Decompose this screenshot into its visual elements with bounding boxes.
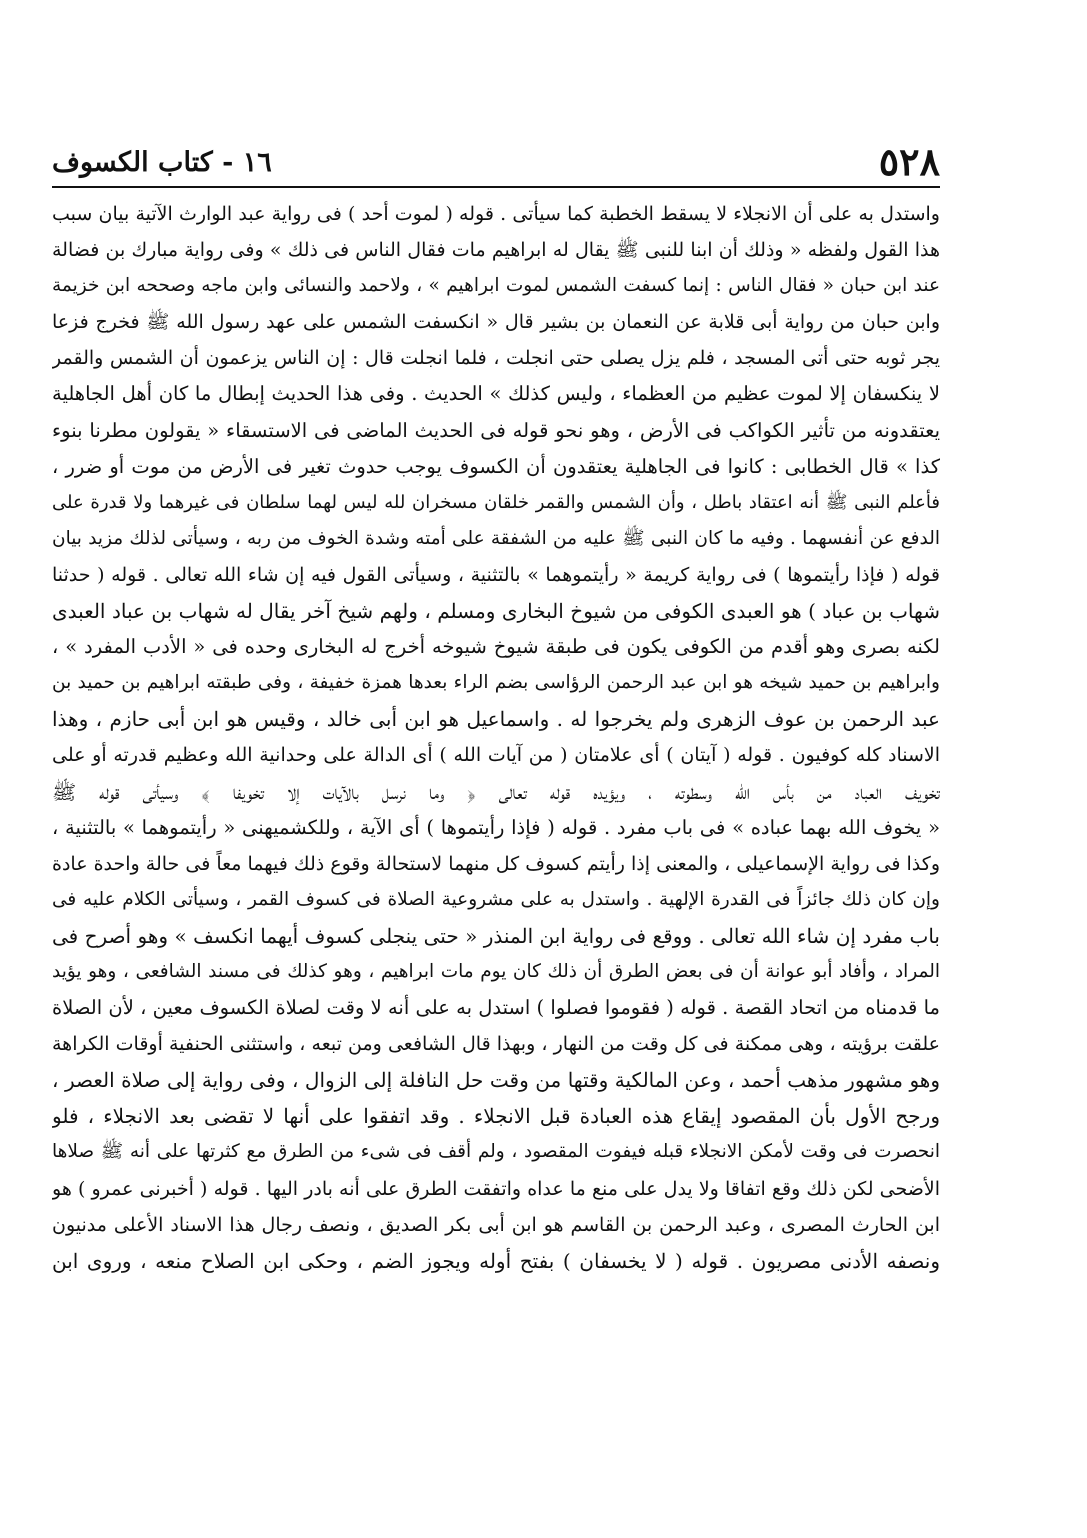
text-line: كذا » قال الخطابى : كانوا فى الجاهلية يعتقدون أن الكسوف يوجب حدوث تغير فى الأرض من موت أو ضرر ، [52, 454, 940, 478]
text-line: يعتقدونه من تأثير الكواكب فى الأرض ، وهو نحو قوله فى الحديث الماضى فى الاستسقاء « يقولون مطرنا بنوء [52, 418, 940, 442]
text-line: ورجح الأول بأن المقصود إيقاع هذه العبادة قبل الانجلاء . وقد اتفقوا على أنها لا تقضى بعد الانجلاء ، فلو [52, 1104, 940, 1129]
text-line: وإن كان ذلك جائزاً فى القدرة الإلهية . واستدل به على مشروعية الصلاة فى كسوف القمر ، وسيأتى الكلام عليه فى [52, 888, 940, 910]
text-line: المراد ، وأفاد أبو عوانة أن فى بعض الطرق أن ذلك كان يوم مات ابراهيم ، وهو كذلك فى مسند الشافعى ، وهو يؤيد [52, 960, 940, 982]
text-line: انحصرت فى وقت لأمكن الانجلاء قبله فيفوت المقصود ، ولم أقف فى شىء من الطرق مع كثرتها على أنه ﷺ صلاها [52, 1141, 940, 1163]
text-line: ونصفه الأدنى مصريون . قوله ( لا يخسفان ) بفتح أوله ويجوز الضم ، وحكى ابن الصلاح منعه ، وروى ابن [52, 1248, 940, 1273]
text-line: عند ابن حبان « فقال الناس : إنما كسفت الشمس لموت ابراهيم » ، ولاحمد والنسائى وابن ماجه وصححه ابن خزيمة [52, 275, 940, 297]
text-line: ما قدمناه من اتحاد القصة . قوله ( فقوموا فصلوا ) استدل به على أنه لا وقت لصلاة الكسوف معين ، لأن الصلاة [52, 996, 940, 1020]
text-line: واستدل به على أن الانجلاء لا يسقط الخطبة كما سيأتى . قوله ( لموت أحد ) فى رواية عبد الوارث الآتية بيان سبب [52, 203, 940, 225]
chapter-title: ١٦ - كتاب الكسوف [52, 147, 272, 178]
text-line: « يخوف الله بهما عباده » فى باب مفرد . قوله ( فإذا رأيتموها ) أى الآية ، وللكشميهنى « رأيتموهما » بالتثنية ، [52, 815, 940, 839]
text-line: الدفع عن أنفسهما . وفيه ما كان النبى ﷺ عليه من الشفقة على أمته وشدة الخوف من ربه ، وسيأتى لذلك مزيد بيان [52, 527, 940, 549]
text-line: علقت برؤيته ، وهى ممكنة فى كل وقت من النهار ، وبهذا قال الشافعى ومن تبعه ، واستثنى الحنفية أوقات الكراهة [52, 1033, 940, 1056]
text-line: عبد الرحمن بن عوف الزهرى ولم يخرجوا له . واسماعيل هو ابن أبى خالد ، وقيس هو ابن أبى حازم ، وهذا [52, 707, 940, 732]
page-number: ٥٢٨ [878, 139, 940, 184]
text-line: هذا القول ولفظه « وذلك أن ابنا للنبى ﷺ يقال له ابراهيم مات فقال الناس فى ذلك » وفى رواية مبارك بن فضالة [52, 239, 940, 262]
text-line: وابراهيم بن حميد شيخه هو ابن عبد الرحمن الرؤاسى بضم الراء بعدها همزة خفيفة ، وفى طبقته ابراهيم بن حميد بن [52, 672, 940, 694]
text-line: شهاب بن عباد ) هو العبدى الكوفى من شيوخ البخارى ومسلم ، ولهم شيخ آخر يقال له شهاب بن عباد العبدى [52, 599, 940, 624]
text-line: الأضحى لكن ذلك وقع اتفاقا ولا يدل على منع ما عداه واتفقت الطرق على أنه بادر اليها . قوله ( أخبرنى عمرو ) هو [52, 1177, 940, 1200]
text-line: فأعلم النبى ﷺ أنه اعتقاد باطل ، وأن الشمس والقمر خلقان مسخران لله ليس لهما سلطان فى غيرهما ولا قدرة على [52, 491, 940, 513]
body-text [52, 196, 940, 1279]
text-line: لكنه بصرى وهو أقدم من الكوفى يكون فى طبقة شيوخ شيوخه أخرج له البخارى وحده فى « الأدب المفرد » ، [52, 635, 940, 659]
text-line: وكذا فى رواية الإسماعيلى ، والمعنى إذا رأيتم كسوف كل منهما لاستحالة وقوع ذلك فيهما معاً فى حالة واحدة عادة [52, 852, 940, 875]
text-line: وابن حبان من رواية أبى قلابة عن النعمان بن بشير قال « انكسفت الشمس على عهد رسول الله ﷺ فخرج فزعا [52, 311, 940, 334]
text-line: باب مفرد إن شاء الله تعالى . ووقع فى رواية ابن المنذر « حتى ينجلى كسوف أيهما انكسف » وهو أصرح فى [52, 923, 940, 948]
text-line: ابن الحارث المصرى ، وعبد الرحمن بن القاسم هو ابن أبى بكر الصديق ، ونصف رجال هذا الاسناد الأعلى مدنيون [52, 1213, 940, 1236]
text-line: قوله ( فإذا رأيتموها ) فى رواية كريمة « رأيتموهما » بالتثنية ، وسيأتى القول فيه إن شاء الله تعالى . قوله ( حدثنا [52, 563, 940, 586]
text-line: وهو مشهور مذهب أحمد ، وعن المالكية وقتها من وقت حل النافلة إلى الزوال ، وفى رواية إلى صلاة العصر ، [52, 1068, 940, 1093]
page-header [52, 138, 940, 188]
text-line: تخويف العباد من بأس الله وسطوته ، ويؤيده قوله تعالى ﴿ وما نرسل بالآيات إلا تخويفا ﴾ وسيأتى قوله ﷺ [52, 779, 940, 804]
header-rule [52, 186, 940, 188]
text-line: الاسناد كله كوفيون . قوله ( آيتان ) أى علامتان ( من آيات الله ) أى الدالة على وحدانية الله وعظيم قدرته أو على [52, 744, 940, 767]
text-line: يجر ثوبه حتى أتى المسجد ، فلم يزل يصلى حتى انجلت ، فلما انجلت قال : إن الناس يزعمون أن الشمس والقمر [52, 347, 940, 370]
text-line: لا ينكسفان إلا لموت عظيم من العظماء ، وليس كذلك » الحديث . وفى هذا الحديث إبطال ما كان أهل الجاهلية [52, 382, 940, 406]
